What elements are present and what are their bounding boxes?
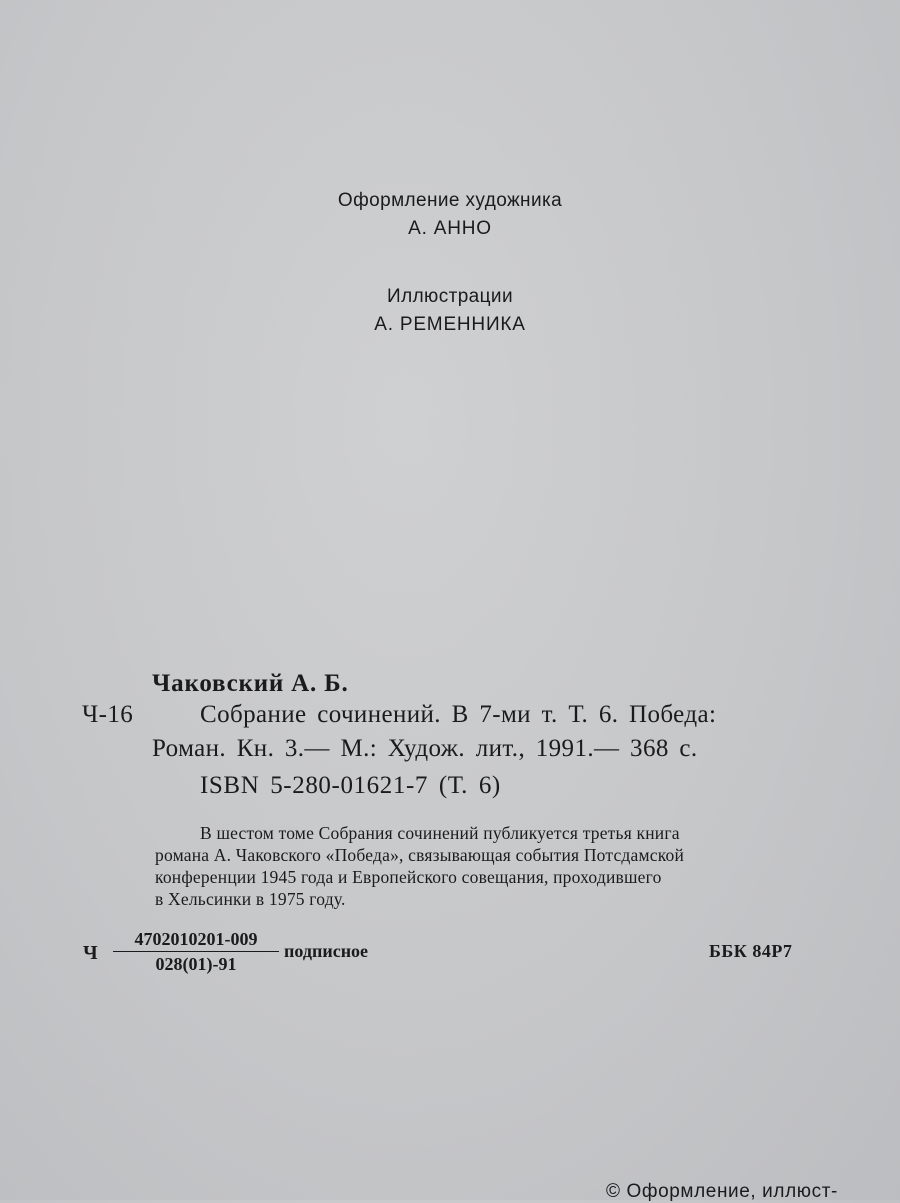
catalog-line-1: Собрание сочинений. В 7-ми т. Т. 6. Победа: [200,701,717,728]
annotation-line: в Хельсинки в 1975 году. [155,889,346,909]
imprint-letter: Ч [83,942,98,964]
illustrations-name: А. РЕМЕННИКА [374,314,526,335]
annotation-line: конференции 1945 года и Европейского совещания, проходившего [155,867,662,887]
imprint-numerator: 4702010201-009 [113,928,279,952]
catalog-code: Ч-16 [82,701,134,728]
bbk-code: ББК 84Р7 [709,941,793,961]
subscription-label: подписное [284,941,369,961]
catalog-line-2: Роман. Кн. 3.— М.: Худож. лит., 1991.— 368 с. [152,735,698,762]
design-credit [0,187,900,243]
isbn: ISBN 5-280-01621-7 (Т. 6) [200,772,501,799]
catalog-author: Чаковский А. Б. [152,670,349,697]
annotation-line: В шестом томе Собрания сочинений публикуется третья книга [200,823,680,843]
annotation-line: романа А. Чаковского «Победа», связывающая события Потсдамской [155,845,685,865]
annotation [155,822,820,910]
copyright-line: © Оформление, иллюст- [606,1181,838,1202]
imprint-denominator: 028(01)-91 [155,954,237,974]
design-name: А. АННО [408,218,492,239]
imprint-fraction [113,928,279,976]
illustrations-credit [0,283,900,339]
illustrations-role: Иллюстрации [387,286,513,307]
design-role: Оформление художника [337,190,563,211]
